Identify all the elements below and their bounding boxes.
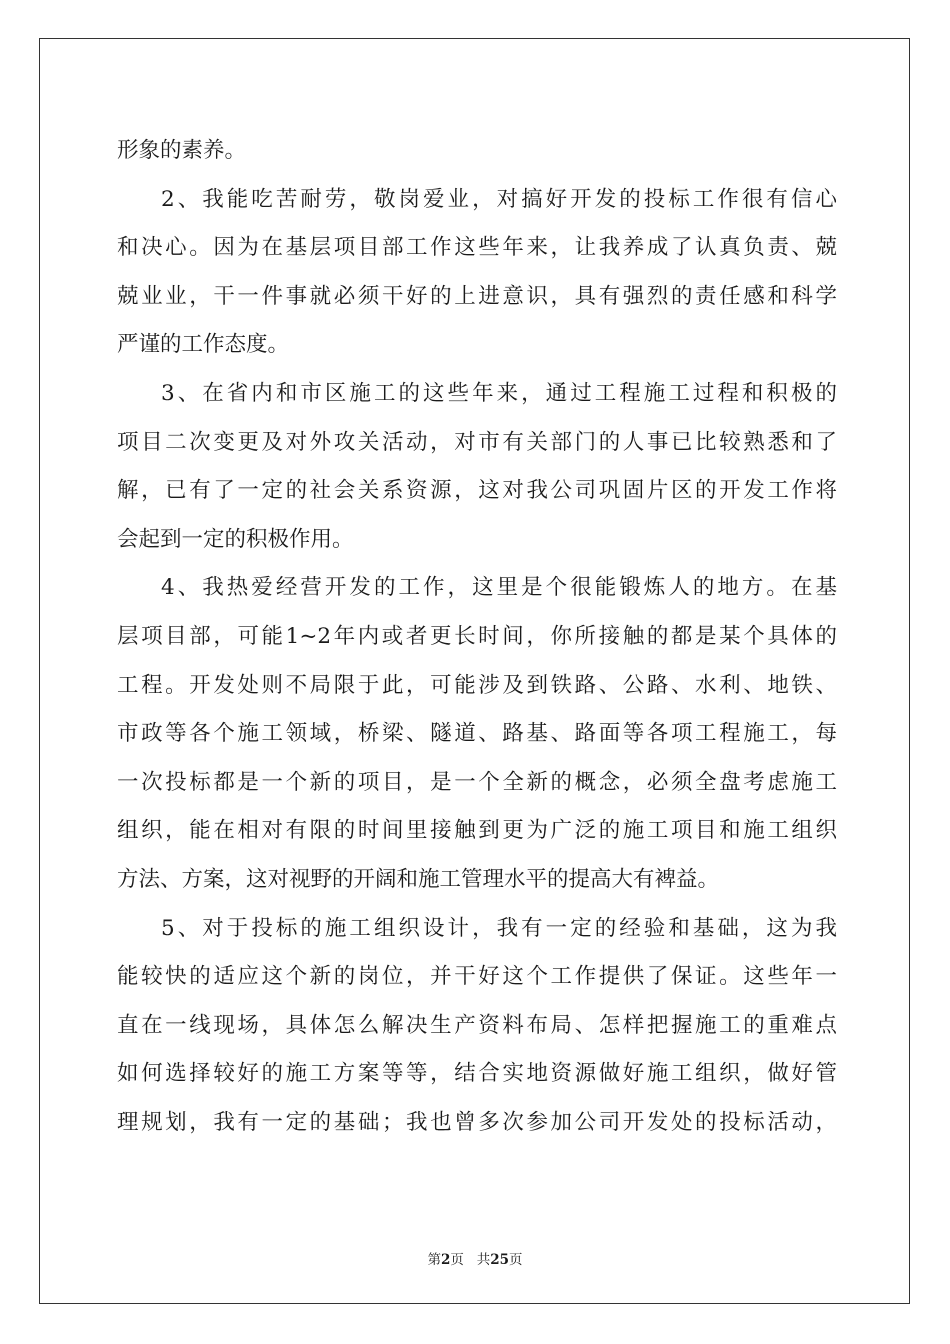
footer-page-unit: 页 xyxy=(450,1252,464,1268)
footer-total-unit: 页 xyxy=(509,1252,523,1268)
text-line: 方法、方案，这对视野的开阔和施工管理水平的提高大有裨益。 xyxy=(117,866,720,892)
text-line: 兢业业，干一件事就必须干好的上进意识，具有强烈的责任感和科学 xyxy=(117,283,837,309)
text-line: 组织，能在相对有限的时间里接触到更为广泛的施工项目和施工组织 xyxy=(117,818,837,844)
footer-total-prefix: 共 xyxy=(476,1252,491,1268)
text-line: 能较快的适应这个新的岗位，并干好这个工作提供了保证。这些年一 xyxy=(117,964,837,990)
footer-total-pages: 25 xyxy=(490,1252,510,1268)
page-footer xyxy=(0,1248,950,1268)
text-line: 一次投标都是一个新的项目，是一个全新的概念，必须全盘考虑施工 xyxy=(117,769,837,795)
text-line: 市政等各个施工领域，桥梁、隧道、路基、路面等各项工程施工，每 xyxy=(117,721,837,747)
text-line: 4、我热爱经营开发的工作，这里是个很能锻炼人的地方。在基 xyxy=(161,575,837,601)
text-line: 解，已有了一定的社会关系资源，这对我公司巩固片区的开发工作将 xyxy=(117,478,837,504)
footer-prefix: 第 xyxy=(427,1252,441,1268)
text-line: 直在一线现场，具体怎么解决生产资料布局、怎样把握施工的重难点 xyxy=(117,1012,837,1038)
text-line: 3、在省内和市区施工的这些年来，通过工程施工过程和积极的 xyxy=(161,380,837,406)
text-line: 5、对于投标的施工组织设计，我有一定的经验和基础，这为我 xyxy=(161,915,837,941)
footer-page-number: 2 xyxy=(440,1252,451,1268)
text-line: 会起到一定的积极作用。 xyxy=(117,526,354,552)
text-line: 形象的素养。 xyxy=(117,138,247,163)
text-line: 2、我能吃苦耐劳，敬岗爱业，对搞好开发的投标工作很有信心 xyxy=(161,186,837,212)
text-line: 严谨的工作态度。 xyxy=(117,332,290,358)
text-line: 和决心。因为在基层项目部工作这些年来，让我养成了认真负责、兢 xyxy=(117,235,837,261)
text-line: 理规划，我有一定的基础；我也曾多次参加公司开发处的投标活动， xyxy=(117,1109,837,1135)
document-body xyxy=(117,127,837,1147)
text-line: 工程。开发处则不局限于此，可能涉及到铁路、公路、水利、地铁、 xyxy=(117,672,837,698)
text-line: 项目二次变更及对外攻关活动，对市有关部门的人事已比较熟悉和了 xyxy=(117,429,837,455)
text-line: 如何选择较好的施工方案等等，结合实地资源做好施工组织，做好管 xyxy=(117,1061,837,1087)
text-line: 层项目部，可能1~2年内或者更长时间，你所接触的都是某个具体的 xyxy=(117,623,837,649)
